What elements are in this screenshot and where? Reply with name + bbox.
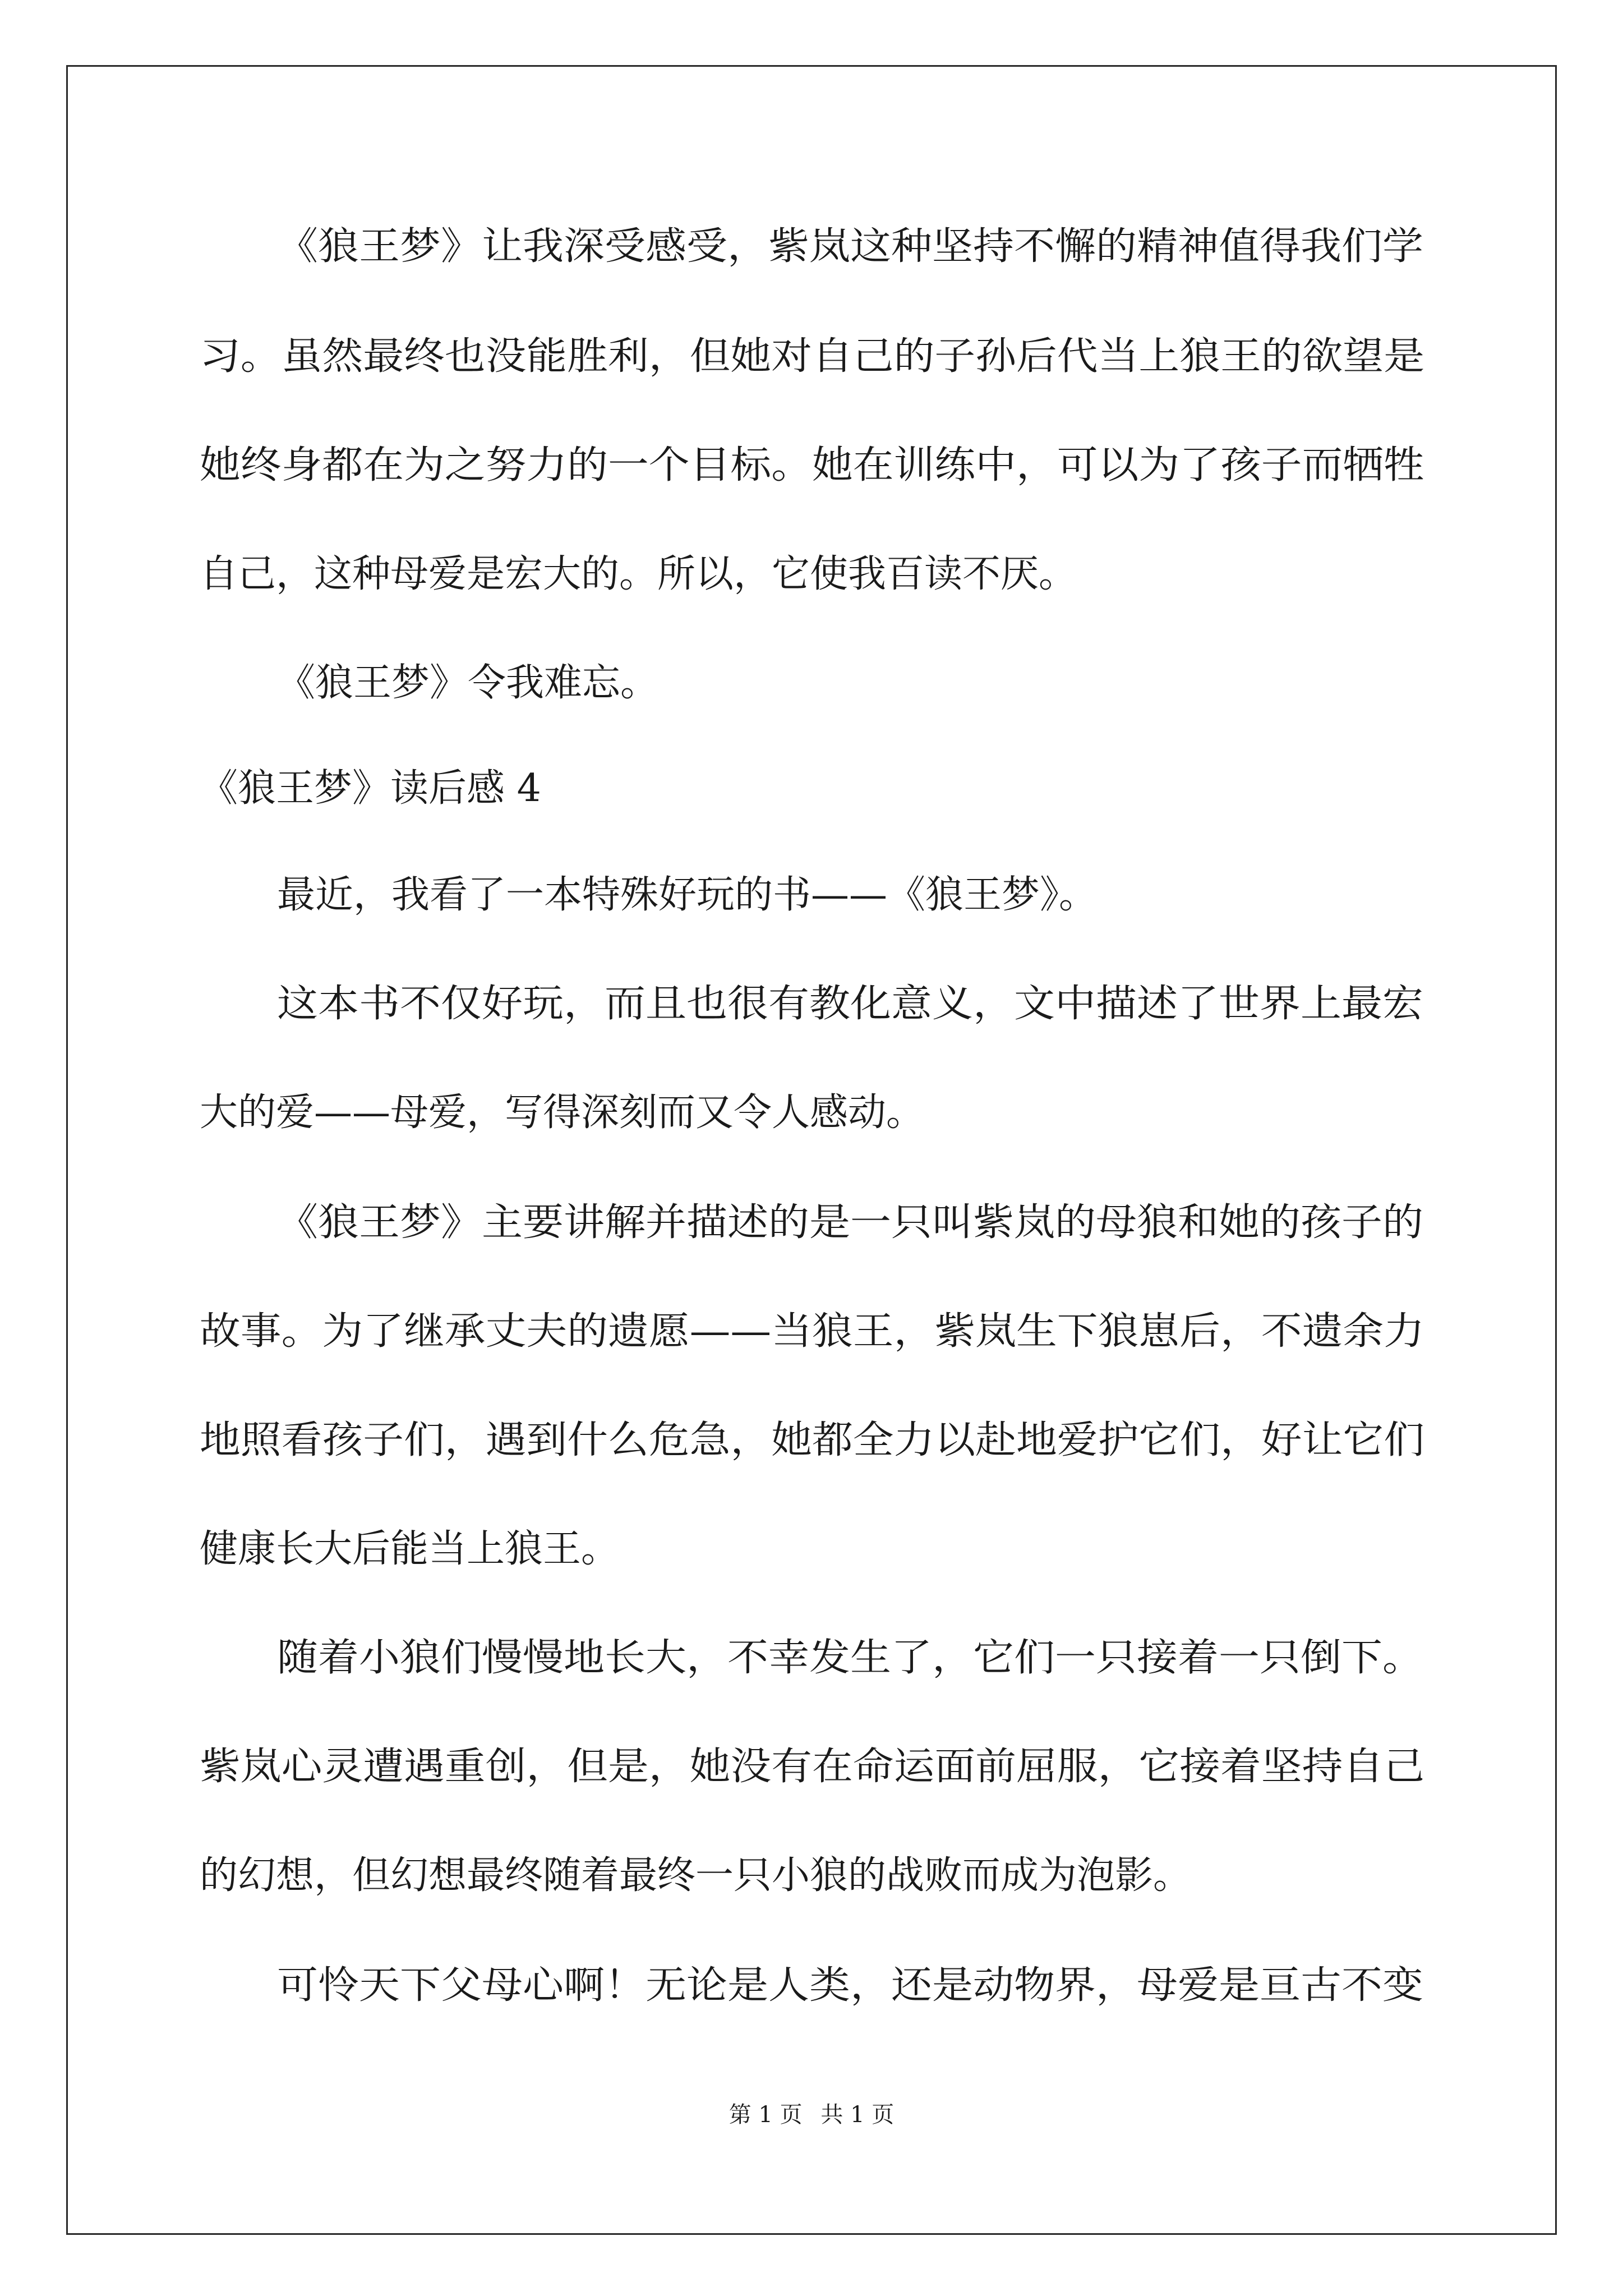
text-line: 随着小狼们慢慢地长大，不幸发生了，它们一只接着一只倒下。 — [277, 1636, 1424, 1680]
text-line: 故事。为了继承丈夫的遗愿——当狼王，紫岚生下狼崽后，不遗余力 — [200, 1309, 1425, 1354]
text-line: 自己，这种母爱是宏大的。所以，它使我百读不厌。 — [200, 552, 1077, 596]
text-line: 《狼王梦》主要讲解并描述的是一只叫紫岚的母狼和她的孩子的 — [277, 1200, 1424, 1245]
text-line: 可怜天下父母心啊！无论是人类，还是动物界，母爱是亘古不变 — [277, 1963, 1424, 2008]
page-total: 共 1 页 — [820, 2102, 895, 2128]
page-footer — [0, 2097, 1623, 2129]
text-line: 《狼王梦》令我难忘。 — [277, 661, 659, 705]
text-line: 这本书不仅好玩，而且也很有教化意义，文中描述了世界上最宏 — [277, 982, 1424, 1026]
section-heading: 《狼王梦》读后感 4 — [200, 766, 541, 811]
text-line: 地照看孩子们，遇到什么危急，她都全力以赴地爱护它们，好让它们 — [200, 1418, 1425, 1462]
text-line: 《狼王梦》让我深受感受，紫岚这种坚持不懈的精神值得我们学 — [277, 224, 1424, 269]
text-line: 的幻想，但幻想最终随着最终一只小狼的战败而成为泡影。 — [200, 1853, 1192, 1898]
page-border — [66, 65, 1557, 2235]
text-line: 最近，我看了一本特殊好玩的书——《狼王梦》。 — [277, 873, 1098, 917]
text-line: 习。虽然最终也没能胜利，但她对自己的子孙后代当上狼王的欲望是 — [200, 334, 1425, 379]
text-line: 健康长大后能当上狼王。 — [200, 1527, 620, 1571]
text-line: 紫岚心灵遭遇重创，但是，她没有在命运面前屈服，它接着坚持自己 — [200, 1745, 1425, 1789]
text-line: 大的爱——母爱，写得深刻而又令人感动。 — [200, 1091, 925, 1135]
page-number: 第 1 页 — [728, 2102, 803, 2128]
text-line: 她终身都在为之努力的一个目标。她在训练中，可以为了孩子而牺牲 — [200, 443, 1425, 487]
